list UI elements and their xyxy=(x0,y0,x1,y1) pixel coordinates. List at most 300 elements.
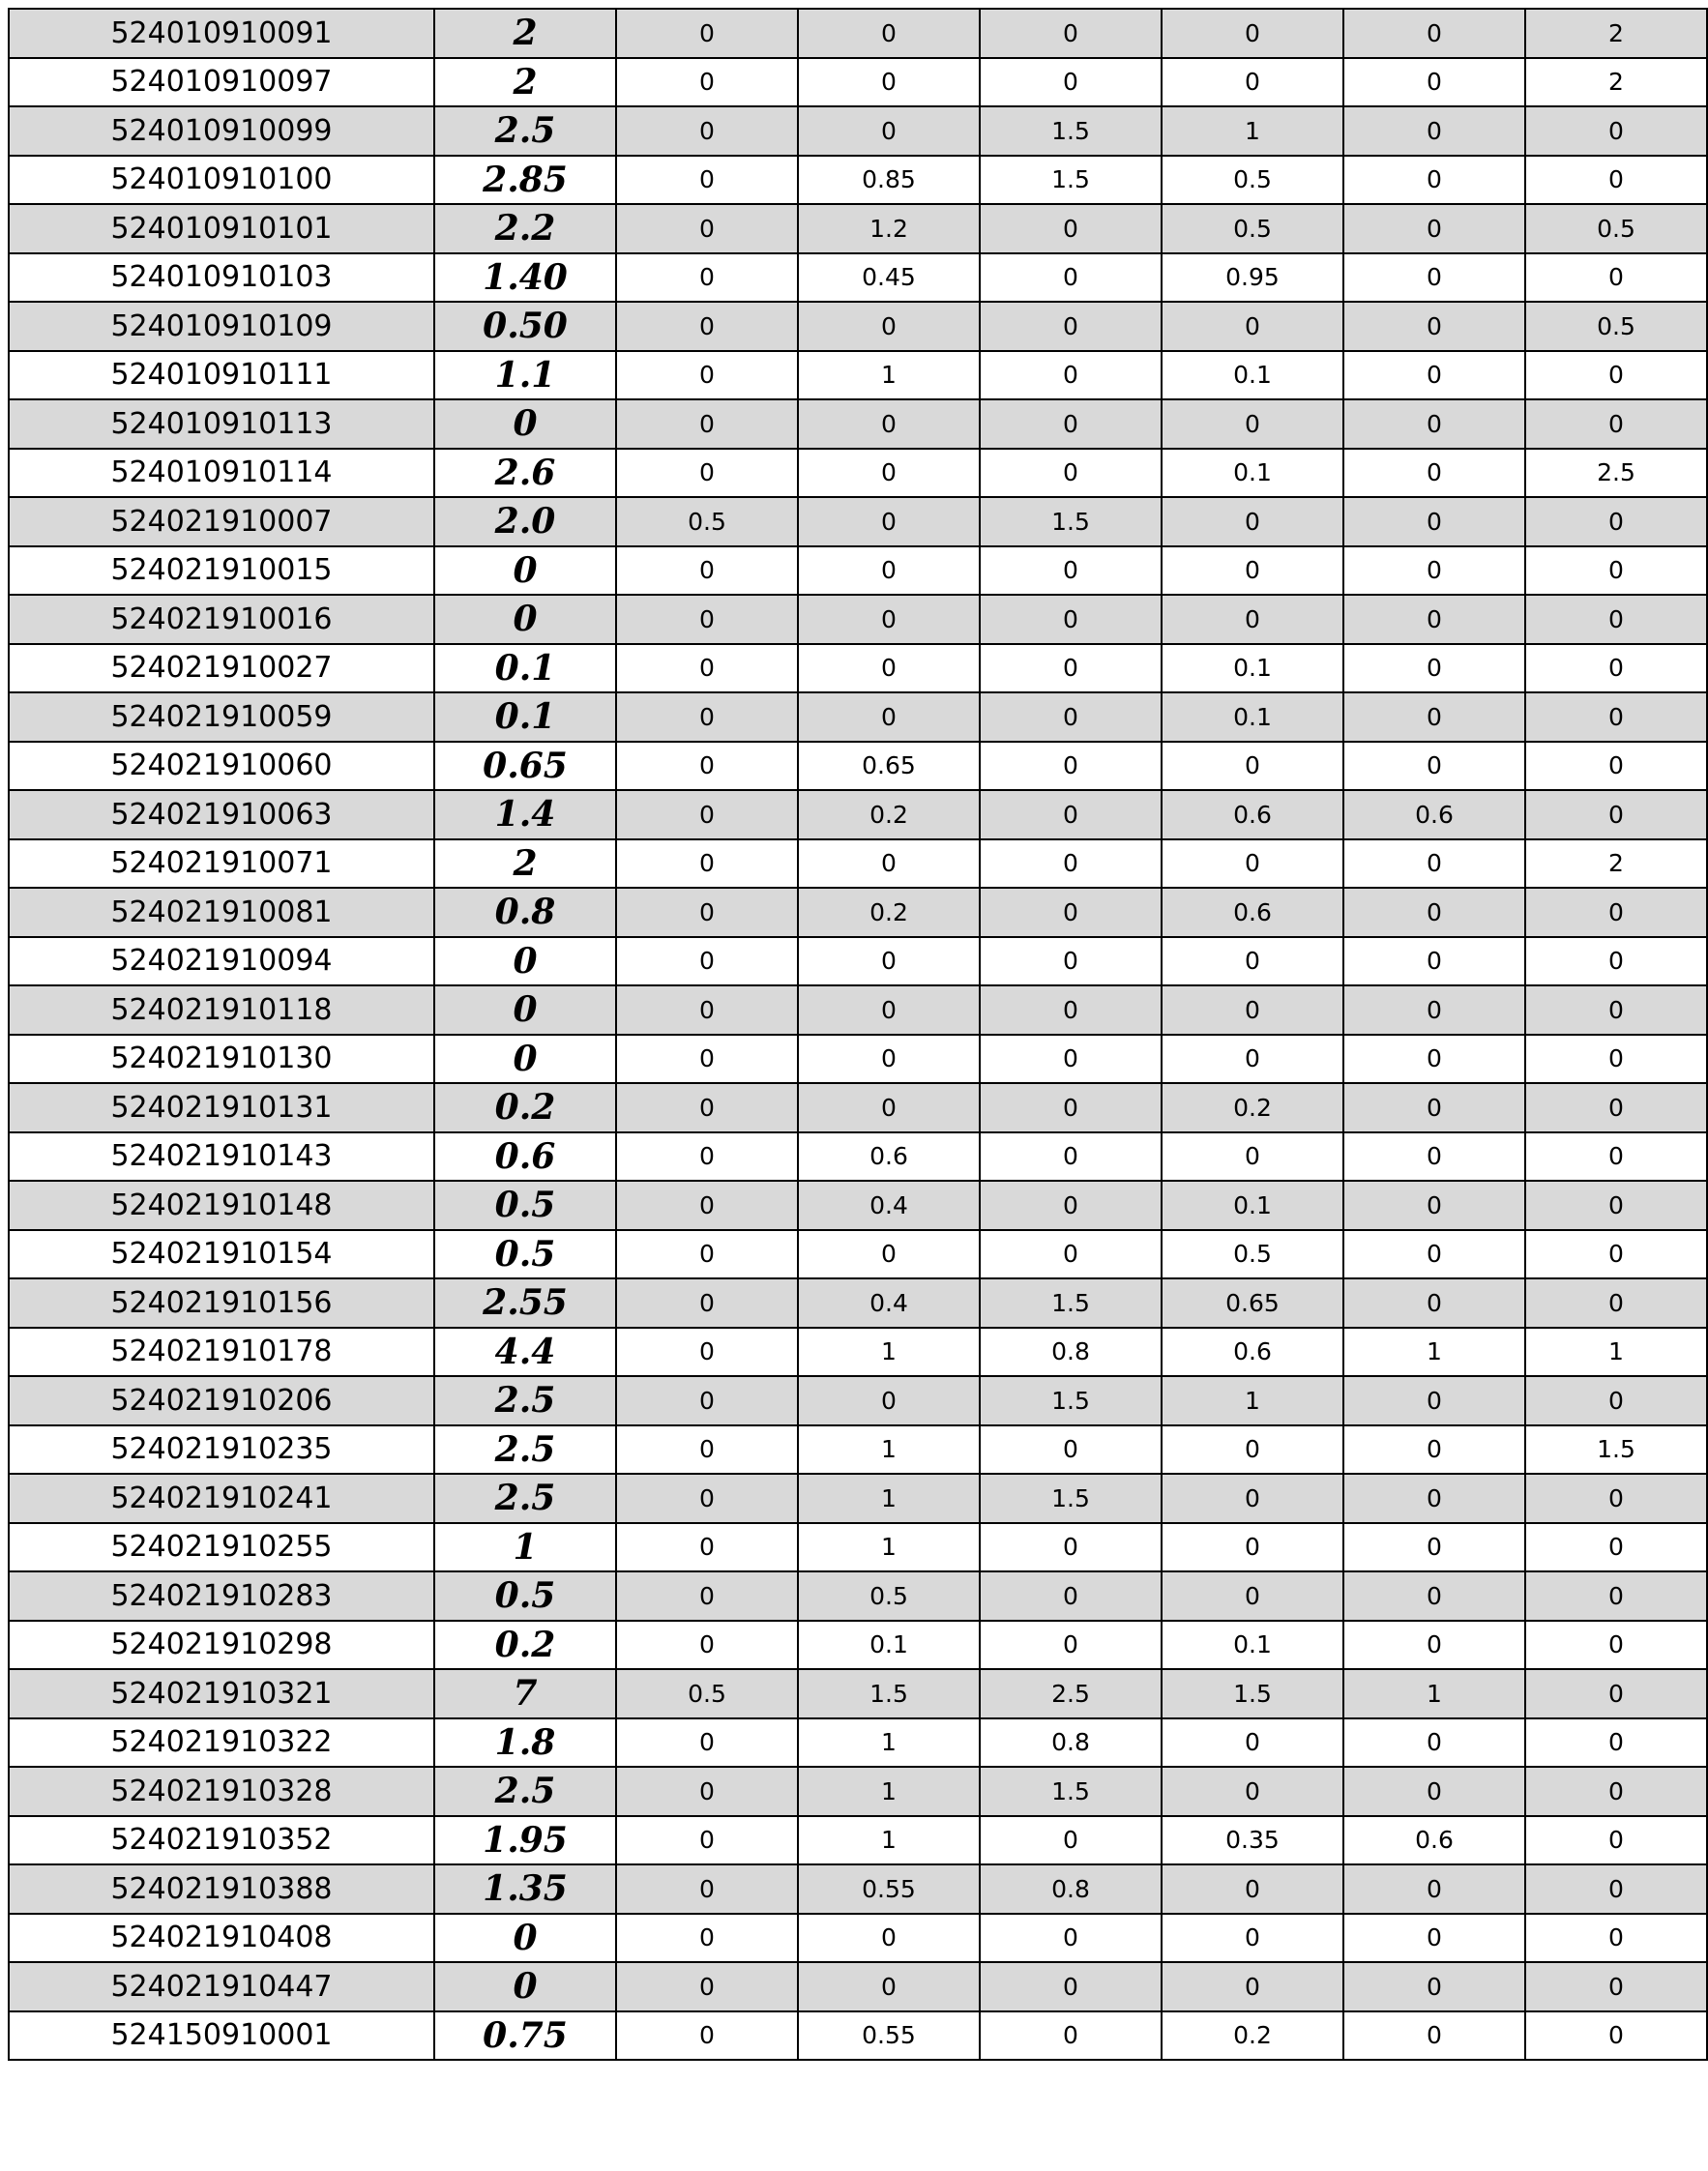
item-5-cell: 0 xyxy=(1343,644,1525,693)
item-6-cell: 0 xyxy=(1525,1376,1707,1425)
item-3-cell: 0 xyxy=(980,351,1162,400)
total-score-cell: 2 xyxy=(434,9,616,58)
item-2-cell: 1 xyxy=(798,1425,980,1475)
student-id-cell: 524021910094 xyxy=(9,937,434,986)
item-2-cell: 0 xyxy=(798,1376,980,1425)
student-id-cell: 524021910015 xyxy=(9,546,434,596)
item-6-cell: 0.5 xyxy=(1525,302,1707,351)
item-1-cell: 0 xyxy=(616,1621,798,1670)
student-id-cell: 524010910101 xyxy=(9,204,434,253)
item-3-cell: 0 xyxy=(980,546,1162,596)
item-2-cell: 0 xyxy=(798,595,980,644)
student-id-cell: 524021910321 xyxy=(9,1669,434,1718)
item-6-cell: 2 xyxy=(1525,58,1707,107)
item-5-cell: 0 xyxy=(1343,1230,1525,1279)
item-3-cell: 0 xyxy=(980,1425,1162,1475)
item-6-cell: 0 xyxy=(1525,790,1707,839)
table-row xyxy=(9,1621,1707,1670)
student-id-cell: 524021910388 xyxy=(9,1864,434,1914)
item-4-cell: 0.1 xyxy=(1162,644,1343,693)
item-4-cell: 0 xyxy=(1162,937,1343,986)
item-2-cell: 0.6 xyxy=(798,1132,980,1182)
table-row xyxy=(9,790,1707,839)
total-score-cell: 0.8 xyxy=(434,888,616,937)
item-6-cell: 0 xyxy=(1525,156,1707,205)
table-row xyxy=(9,985,1707,1035)
student-id-cell: 524021910143 xyxy=(9,1132,434,1182)
item-4-cell: 0.6 xyxy=(1162,1328,1343,1377)
item-5-cell: 0 xyxy=(1343,839,1525,889)
total-score-cell: 1 xyxy=(434,1523,616,1572)
item-5-cell: 0 xyxy=(1343,497,1525,546)
student-id-cell: 524021910283 xyxy=(9,1571,434,1621)
item-3-cell: 0 xyxy=(980,888,1162,937)
item-6-cell: 0 xyxy=(1525,1181,1707,1230)
student-id-cell: 524021910298 xyxy=(9,1621,434,1670)
student-id-cell: 524021910007 xyxy=(9,497,434,546)
item-6-cell: 0 xyxy=(1525,595,1707,644)
table-row xyxy=(9,399,1707,449)
item-5-cell: 0.6 xyxy=(1343,1816,1525,1865)
total-score-cell: 1.4 xyxy=(434,790,616,839)
total-score-cell: 0.5 xyxy=(434,1181,616,1230)
total-score-cell: 1.1 xyxy=(434,351,616,400)
item-1-cell: 0 xyxy=(616,644,798,693)
item-6-cell: 0 xyxy=(1525,692,1707,742)
item-4-cell: 0 xyxy=(1162,742,1343,791)
item-3-cell: 1.5 xyxy=(980,1278,1162,1328)
table-row xyxy=(9,644,1707,693)
item-5-cell: 0 xyxy=(1343,546,1525,596)
table-row xyxy=(9,1864,1707,1914)
item-1-cell: 0 xyxy=(616,351,798,400)
student-id-cell: 524021910059 xyxy=(9,692,434,742)
item-1-cell: 0 xyxy=(616,692,798,742)
table-row xyxy=(9,1035,1707,1084)
item-3-cell: 1.5 xyxy=(980,497,1162,546)
item-6-cell: 0 xyxy=(1525,2011,1707,2061)
item-1-cell: 0 xyxy=(616,546,798,596)
item-6-cell: 0 xyxy=(1525,1669,1707,1718)
item-5-cell: 0 xyxy=(1343,595,1525,644)
item-3-cell: 1.5 xyxy=(980,156,1162,205)
item-1-cell: 0 xyxy=(616,1571,798,1621)
item-3-cell: 0.8 xyxy=(980,1718,1162,1768)
item-6-cell: 0 xyxy=(1525,1816,1707,1865)
total-score-cell: 0 xyxy=(434,985,616,1035)
total-score-cell: 2 xyxy=(434,58,616,107)
student-id-cell: 524021910060 xyxy=(9,742,434,791)
item-6-cell: 0 xyxy=(1525,1523,1707,1572)
total-score-cell: 0.6 xyxy=(434,1132,616,1182)
item-3-cell: 2.5 xyxy=(980,1669,1162,1718)
item-1-cell: 0 xyxy=(616,204,798,253)
item-3-cell: 0 xyxy=(980,1621,1162,1670)
total-score-cell: 2.5 xyxy=(434,1767,616,1816)
table-row xyxy=(9,1278,1707,1328)
item-5-cell: 0 xyxy=(1343,692,1525,742)
item-1-cell: 0 xyxy=(616,1767,798,1816)
total-score-cell: 2.0 xyxy=(434,497,616,546)
item-6-cell: 0 xyxy=(1525,546,1707,596)
item-6-cell: 0 xyxy=(1525,985,1707,1035)
item-4-cell: 0.5 xyxy=(1162,204,1343,253)
item-3-cell: 0 xyxy=(980,1132,1162,1182)
item-1-cell: 0 xyxy=(616,595,798,644)
table-row xyxy=(9,1669,1707,1718)
item-3-cell: 0 xyxy=(980,595,1162,644)
item-2-cell: 0.4 xyxy=(798,1278,980,1328)
item-6-cell: 0 xyxy=(1525,1864,1707,1914)
item-1-cell: 0 xyxy=(616,1230,798,1279)
total-score-cell: 0.5 xyxy=(434,1230,616,1279)
item-1-cell: 0 xyxy=(616,1035,798,1084)
table-row xyxy=(9,253,1707,303)
item-3-cell: 0 xyxy=(980,9,1162,58)
item-4-cell: 0.1 xyxy=(1162,1181,1343,1230)
item-2-cell: 0 xyxy=(798,1962,980,2011)
item-4-cell: 0 xyxy=(1162,1864,1343,1914)
item-5-cell: 0 xyxy=(1343,1962,1525,2011)
item-4-cell: 1 xyxy=(1162,106,1343,156)
item-4-cell: 0.5 xyxy=(1162,1230,1343,1279)
item-5-cell: 0 xyxy=(1343,1425,1525,1475)
item-3-cell: 0 xyxy=(980,58,1162,107)
table-row xyxy=(9,1962,1707,2011)
student-id-cell: 524021910131 xyxy=(9,1083,434,1132)
item-6-cell: 0 xyxy=(1525,1132,1707,1182)
item-3-cell: 1.5 xyxy=(980,106,1162,156)
item-2-cell: 1 xyxy=(798,1767,980,1816)
total-score-cell: 0.75 xyxy=(434,2011,616,2061)
item-6-cell: 0 xyxy=(1525,888,1707,937)
item-1-cell: 0 xyxy=(616,253,798,303)
item-3-cell: 0 xyxy=(980,1571,1162,1621)
item-4-cell: 0 xyxy=(1162,1425,1343,1475)
item-6-cell: 0 xyxy=(1525,1083,1707,1132)
item-3-cell: 0 xyxy=(980,644,1162,693)
table-row xyxy=(9,1376,1707,1425)
item-6-cell: 0 xyxy=(1525,1278,1707,1328)
item-5-cell: 0 xyxy=(1343,351,1525,400)
student-id-cell: 524021910154 xyxy=(9,1230,434,1279)
item-2-cell: 1 xyxy=(798,1816,980,1865)
table-row xyxy=(9,888,1707,937)
item-1-cell: 0 xyxy=(616,1914,798,1963)
item-3-cell: 0 xyxy=(980,692,1162,742)
item-5-cell: 0 xyxy=(1343,2011,1525,2061)
total-score-cell: 0 xyxy=(434,1914,616,1963)
item-5-cell: 1 xyxy=(1343,1328,1525,1377)
item-6-cell: 0 xyxy=(1525,399,1707,449)
item-3-cell: 0 xyxy=(980,790,1162,839)
table-row xyxy=(9,1914,1707,1963)
item-4-cell: 0 xyxy=(1162,1767,1343,1816)
item-4-cell: 0 xyxy=(1162,595,1343,644)
item-3-cell: 0 xyxy=(980,302,1162,351)
item-4-cell: 0.95 xyxy=(1162,253,1343,303)
item-6-cell: 2 xyxy=(1525,839,1707,889)
item-5-cell: 0.6 xyxy=(1343,790,1525,839)
item-6-cell: 1.5 xyxy=(1525,1425,1707,1475)
table-row xyxy=(9,1181,1707,1230)
table-row xyxy=(9,2011,1707,2061)
item-3-cell: 0 xyxy=(980,1962,1162,2011)
item-2-cell: 0 xyxy=(798,937,980,986)
item-4-cell: 0.6 xyxy=(1162,790,1343,839)
student-id-cell: 524021910206 xyxy=(9,1376,434,1425)
item-6-cell: 0 xyxy=(1525,644,1707,693)
item-3-cell: 1.5 xyxy=(980,1767,1162,1816)
table-row xyxy=(9,546,1707,596)
item-3-cell: 0 xyxy=(980,839,1162,889)
item-4-cell: 0.1 xyxy=(1162,1621,1343,1670)
item-6-cell: 1 xyxy=(1525,1328,1707,1377)
student-id-cell: 524021910241 xyxy=(9,1474,434,1523)
item-2-cell: 1.5 xyxy=(798,1669,980,1718)
score-sheet xyxy=(8,8,1708,2061)
total-score-cell: 0.50 xyxy=(434,302,616,351)
student-id-cell: 524021910408 xyxy=(9,1914,434,1963)
item-2-cell: 0 xyxy=(798,1914,980,1963)
item-1-cell: 0 xyxy=(616,1132,798,1182)
item-5-cell: 0 xyxy=(1343,58,1525,107)
item-3-cell: 0 xyxy=(980,204,1162,253)
item-5-cell: 0 xyxy=(1343,1621,1525,1670)
student-id-cell: 524021910255 xyxy=(9,1523,434,1572)
item-4-cell: 0.35 xyxy=(1162,1816,1343,1865)
total-score-cell: 0.65 xyxy=(434,742,616,791)
item-5-cell: 0 xyxy=(1343,1035,1525,1084)
total-score-cell: 2.5 xyxy=(434,1376,616,1425)
item-4-cell: 0 xyxy=(1162,985,1343,1035)
table-row xyxy=(9,839,1707,889)
item-2-cell: 0 xyxy=(798,302,980,351)
item-4-cell: 0.6 xyxy=(1162,888,1343,937)
item-1-cell: 0 xyxy=(616,1376,798,1425)
total-score-cell: 0.5 xyxy=(434,1571,616,1621)
total-score-cell: 1.35 xyxy=(434,1864,616,1914)
item-2-cell: 0.4 xyxy=(798,1181,980,1230)
item-1-cell: 0 xyxy=(616,1816,798,1865)
student-id-cell: 524010910097 xyxy=(9,58,434,107)
item-2-cell: 0 xyxy=(798,449,980,498)
total-score-cell: 4.4 xyxy=(434,1328,616,1377)
item-2-cell: 0 xyxy=(798,106,980,156)
item-5-cell: 0 xyxy=(1343,1523,1525,1572)
total-score-cell: 0 xyxy=(434,937,616,986)
item-1-cell: 0 xyxy=(616,399,798,449)
item-5-cell: 0 xyxy=(1343,937,1525,986)
item-1-cell: 0 xyxy=(616,1278,798,1328)
student-id-cell: 524021910118 xyxy=(9,985,434,1035)
item-2-cell: 0 xyxy=(798,1230,980,1279)
item-4-cell: 1 xyxy=(1162,1376,1343,1425)
item-4-cell: 0 xyxy=(1162,58,1343,107)
item-6-cell: 0 xyxy=(1525,1914,1707,1963)
item-2-cell: 0.45 xyxy=(798,253,980,303)
item-3-cell: 0.8 xyxy=(980,1328,1162,1377)
item-5-cell: 0 xyxy=(1343,1474,1525,1523)
item-5-cell: 0 xyxy=(1343,204,1525,253)
table-row xyxy=(9,156,1707,205)
student-id-cell: 524010910113 xyxy=(9,399,434,449)
item-6-cell: 0 xyxy=(1525,937,1707,986)
item-4-cell: 0 xyxy=(1162,1718,1343,1768)
item-6-cell: 0 xyxy=(1525,1230,1707,1279)
item-4-cell: 0.1 xyxy=(1162,692,1343,742)
item-1-cell: 0 xyxy=(616,985,798,1035)
item-1-cell: 0 xyxy=(616,742,798,791)
item-2-cell: 0 xyxy=(798,644,980,693)
item-3-cell: 0 xyxy=(980,1230,1162,1279)
item-2-cell: 0 xyxy=(798,546,980,596)
item-4-cell: 0.1 xyxy=(1162,449,1343,498)
item-4-cell: 0.65 xyxy=(1162,1278,1343,1328)
table-row xyxy=(9,449,1707,498)
item-3-cell: 0 xyxy=(980,1083,1162,1132)
student-id-cell: 524021910081 xyxy=(9,888,434,937)
item-4-cell: 0 xyxy=(1162,1962,1343,2011)
item-6-cell: 0 xyxy=(1525,1767,1707,1816)
total-score-cell: 0.2 xyxy=(434,1621,616,1670)
total-score-cell: 2.6 xyxy=(434,449,616,498)
student-id-cell: 524021910178 xyxy=(9,1328,434,1377)
item-2-cell: 0.2 xyxy=(798,888,980,937)
item-2-cell: 0.1 xyxy=(798,1621,980,1670)
item-4-cell: 0 xyxy=(1162,302,1343,351)
item-3-cell: 1.5 xyxy=(980,1376,1162,1425)
item-2-cell: 0 xyxy=(798,839,980,889)
table-row xyxy=(9,1083,1707,1132)
table-row xyxy=(9,351,1707,400)
table-row xyxy=(9,1474,1707,1523)
table-row xyxy=(9,1425,1707,1475)
item-2-cell: 0.55 xyxy=(798,2011,980,2061)
total-score-cell: 2.55 xyxy=(434,1278,616,1328)
item-4-cell: 0 xyxy=(1162,9,1343,58)
item-4-cell: 0.2 xyxy=(1162,1083,1343,1132)
table-row xyxy=(9,1816,1707,1865)
student-id-cell: 524010910109 xyxy=(9,302,434,351)
item-1-cell: 0 xyxy=(616,58,798,107)
item-3-cell: 0 xyxy=(980,742,1162,791)
item-4-cell: 0 xyxy=(1162,399,1343,449)
item-3-cell: 0 xyxy=(980,1816,1162,1865)
total-score-cell: 0 xyxy=(434,399,616,449)
total-score-cell: 0.2 xyxy=(434,1083,616,1132)
table-row xyxy=(9,497,1707,546)
student-id-cell: 524021910235 xyxy=(9,1425,434,1475)
item-6-cell: 0 xyxy=(1525,1474,1707,1523)
item-4-cell: 0 xyxy=(1162,1474,1343,1523)
table-row xyxy=(9,937,1707,986)
item-1-cell: 0 xyxy=(616,106,798,156)
item-5-cell: 0 xyxy=(1343,9,1525,58)
item-4-cell: 0.5 xyxy=(1162,156,1343,205)
item-1-cell: 0 xyxy=(616,888,798,937)
item-4-cell: 0.1 xyxy=(1162,351,1343,400)
item-5-cell: 0 xyxy=(1343,1914,1525,1963)
item-5-cell: 0 xyxy=(1343,1132,1525,1182)
student-id-cell: 524010910100 xyxy=(9,156,434,205)
total-score-cell: 0 xyxy=(434,595,616,644)
table-row xyxy=(9,1132,1707,1182)
student-id-cell: 524021910130 xyxy=(9,1035,434,1084)
item-5-cell: 0 xyxy=(1343,106,1525,156)
item-1-cell: 0 xyxy=(616,1328,798,1377)
item-2-cell: 0.65 xyxy=(798,742,980,791)
item-1-cell: 0 xyxy=(616,1181,798,1230)
student-id-cell: 524010910111 xyxy=(9,351,434,400)
item-2-cell: 0.5 xyxy=(798,1571,980,1621)
total-score-cell: 0 xyxy=(434,546,616,596)
table-row xyxy=(9,1230,1707,1279)
item-2-cell: 0 xyxy=(798,985,980,1035)
student-id-cell: 524021910027 xyxy=(9,644,434,693)
item-4-cell: 0 xyxy=(1162,1571,1343,1621)
item-3-cell: 0 xyxy=(980,985,1162,1035)
item-1-cell: 0 xyxy=(616,2011,798,2061)
item-2-cell: 0 xyxy=(798,58,980,107)
table-row xyxy=(9,1767,1707,1816)
item-1-cell: 0 xyxy=(616,1864,798,1914)
student-id-cell: 524021910328 xyxy=(9,1767,434,1816)
item-2-cell: 0 xyxy=(798,9,980,58)
table-row xyxy=(9,1571,1707,1621)
student-id-cell: 524010910091 xyxy=(9,9,434,58)
item-4-cell: 0 xyxy=(1162,497,1343,546)
table-row xyxy=(9,692,1707,742)
item-6-cell: 2 xyxy=(1525,9,1707,58)
item-5-cell: 0 xyxy=(1343,1278,1525,1328)
item-5-cell: 0 xyxy=(1343,156,1525,205)
item-5-cell: 0 xyxy=(1343,1376,1525,1425)
item-5-cell: 0 xyxy=(1343,1571,1525,1621)
total-score-cell: 0 xyxy=(434,1035,616,1084)
student-id-cell: 524021910016 xyxy=(9,595,434,644)
item-6-cell: 0 xyxy=(1525,1571,1707,1621)
table-row xyxy=(9,106,1707,156)
item-6-cell: 0 xyxy=(1525,106,1707,156)
total-score-cell: 0.1 xyxy=(434,692,616,742)
item-1-cell: 0 xyxy=(616,937,798,986)
item-6-cell: 0 xyxy=(1525,351,1707,400)
student-id-cell: 524021910063 xyxy=(9,790,434,839)
table-row xyxy=(9,595,1707,644)
table-row xyxy=(9,1523,1707,1572)
total-score-cell: 1.40 xyxy=(434,253,616,303)
item-2-cell: 0 xyxy=(798,497,980,546)
item-5-cell: 0 xyxy=(1343,888,1525,937)
item-5-cell: 0 xyxy=(1343,253,1525,303)
item-1-cell: 0 xyxy=(616,1474,798,1523)
item-6-cell: 0 xyxy=(1525,253,1707,303)
item-2-cell: 1 xyxy=(798,1718,980,1768)
item-4-cell: 0 xyxy=(1162,546,1343,596)
student-id-cell: 524150910001 xyxy=(9,2011,434,2061)
student-id-cell: 524021910156 xyxy=(9,1278,434,1328)
item-3-cell: 0 xyxy=(980,253,1162,303)
item-2-cell: 1 xyxy=(798,1523,980,1572)
item-5-cell: 1 xyxy=(1343,1669,1525,1718)
item-3-cell: 0 xyxy=(980,937,1162,986)
item-2-cell: 0 xyxy=(798,1035,980,1084)
item-4-cell: 1.5 xyxy=(1162,1669,1343,1718)
item-2-cell: 1 xyxy=(798,1328,980,1377)
student-id-cell: 524021910352 xyxy=(9,1816,434,1865)
item-5-cell: 0 xyxy=(1343,302,1525,351)
